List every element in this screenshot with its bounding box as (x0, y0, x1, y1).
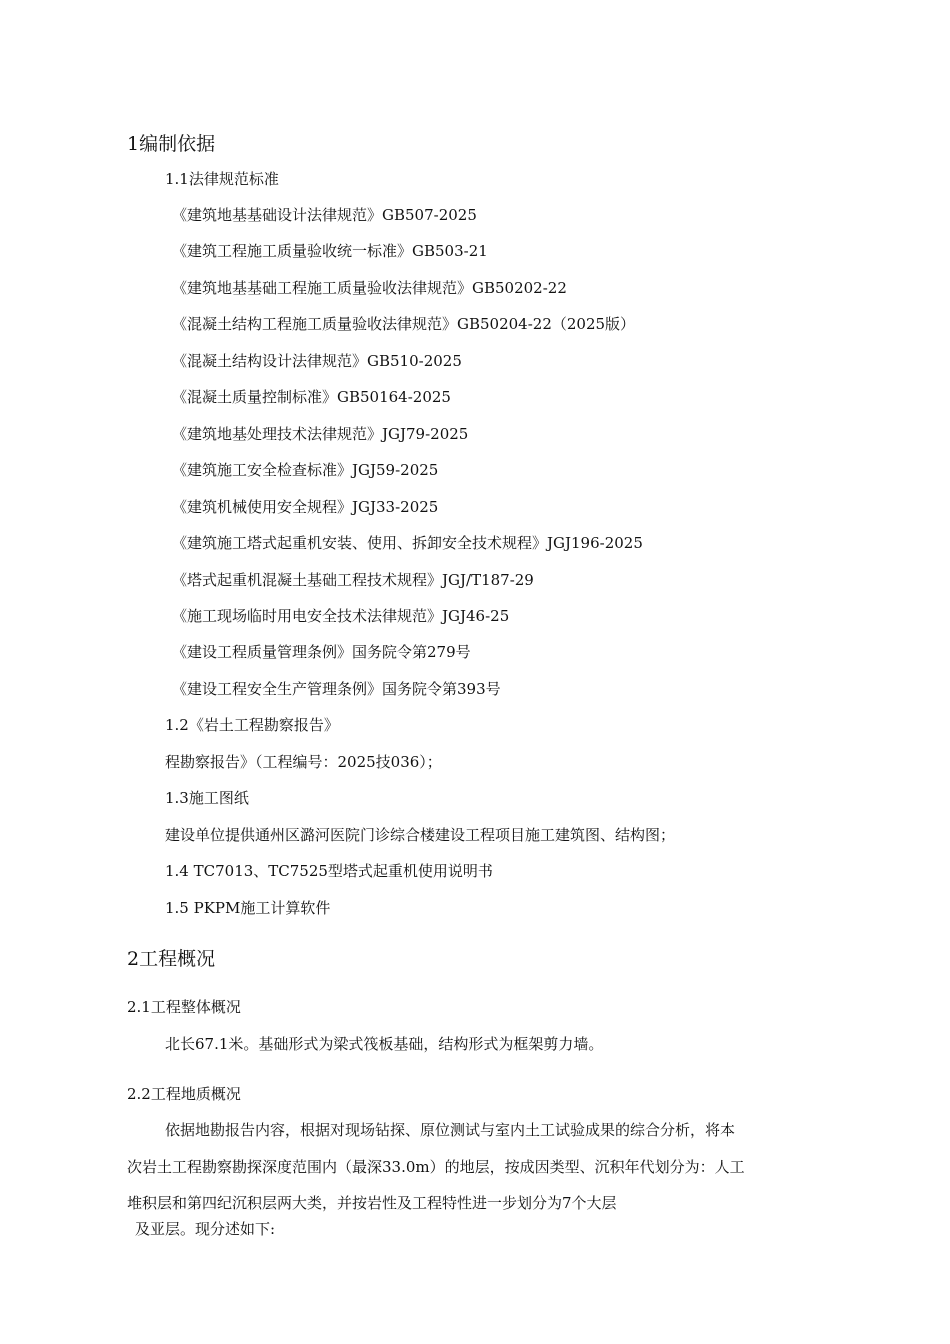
geology-paragraph-line: 及亚层。现分述如下: (135, 1220, 276, 1238)
reference-item: 《混凝土结构设计法律规范》GB510-2025 (172, 352, 462, 370)
reference-item: 《施工现场临时用电安全技术法律规范》JGJ46-25 (172, 607, 510, 625)
subsection-1-5-title: 1.5 PKPM施工计算软件 (165, 899, 331, 917)
geology-paragraph-line: 次岩土工程勘察勘探深度范围内（最深33.0m）的地层，按成因类型、沉积年代划分为：人工 (127, 1158, 745, 1176)
subsection-1-2-text: 程勘察报告》（工程编号：2025技036）； (165, 753, 442, 771)
reference-item: 《建筑工程施工质量验收统一标准》GB503-21 (172, 242, 488, 260)
subsection-2-1-title: 2.1工程整体概况 (127, 998, 241, 1016)
reference-item: 《混凝土结构工程施工质量验收法律规范》GB50204-22（2025版） (172, 315, 636, 333)
geology-paragraph-line: 依据地勘报告内容，根据对现场钻探、原位测试与室内土工试验成果的综合分析，将本 (165, 1121, 736, 1139)
reference-item: 《建设工程质量管理条例》国务院令第279号 (172, 643, 471, 661)
subsection-2-1-text: 北长67.1米。基础形式为梁式筏板基础，结构形式为框架剪力墙。 (165, 1035, 604, 1053)
subsection-1-4-title: 1.4 TC7013、TC7525型塔式起重机使用说明书 (165, 862, 493, 880)
reference-item: 《建筑地基基础设计法律规范》GB507-2025 (172, 206, 477, 224)
reference-item: 《塔式起重机混凝土基础工程技术规程》JGJ/T187-29 (172, 571, 534, 589)
subsection-1-3-title: 1.3施工图纸 (165, 789, 249, 807)
reference-item: 《建筑地基处理技术法律规范》JGJ79-2025 (172, 425, 469, 443)
section-2-heading: 2工程概况 (127, 948, 216, 970)
reference-item: 《建筑施工塔式起重机安装、使用、拆卸安全技术规程》JGJ196-2025 (172, 534, 643, 552)
reference-item: 《建筑地基基础工程施工质量验收法律规范》GB50202-22 (172, 279, 567, 297)
reference-item: 《混凝土质量控制标准》GB50164-2025 (172, 388, 451, 406)
subsection-1-2-title: 1.2《岩土工程勘察报告》 (165, 716, 339, 734)
reference-item: 《建筑施工安全检查标准》JGJ59-2025 (172, 461, 439, 479)
reference-item: 《建设工程安全生产管理条例》国务院令第393号 (172, 680, 501, 698)
reference-item: 《建筑机械使用安全规程》JGJ33-2025 (172, 498, 439, 516)
subsection-2-2-title: 2.2工程地质概况 (127, 1085, 241, 1103)
section-1-heading: 1编制依据 (127, 133, 216, 155)
subsection-1-3-text: 建设单位提供通州区潞河医院门诊综合楼建设工程项目施工建筑图、结构图； (165, 826, 676, 844)
subsection-1-1-title: 1.1法律规范标准 (165, 170, 279, 188)
geology-paragraph-line: 堆积层和第四纪沉积层两大类，并按岩性及工程特性进一步划分为7个大层 (127, 1194, 617, 1212)
